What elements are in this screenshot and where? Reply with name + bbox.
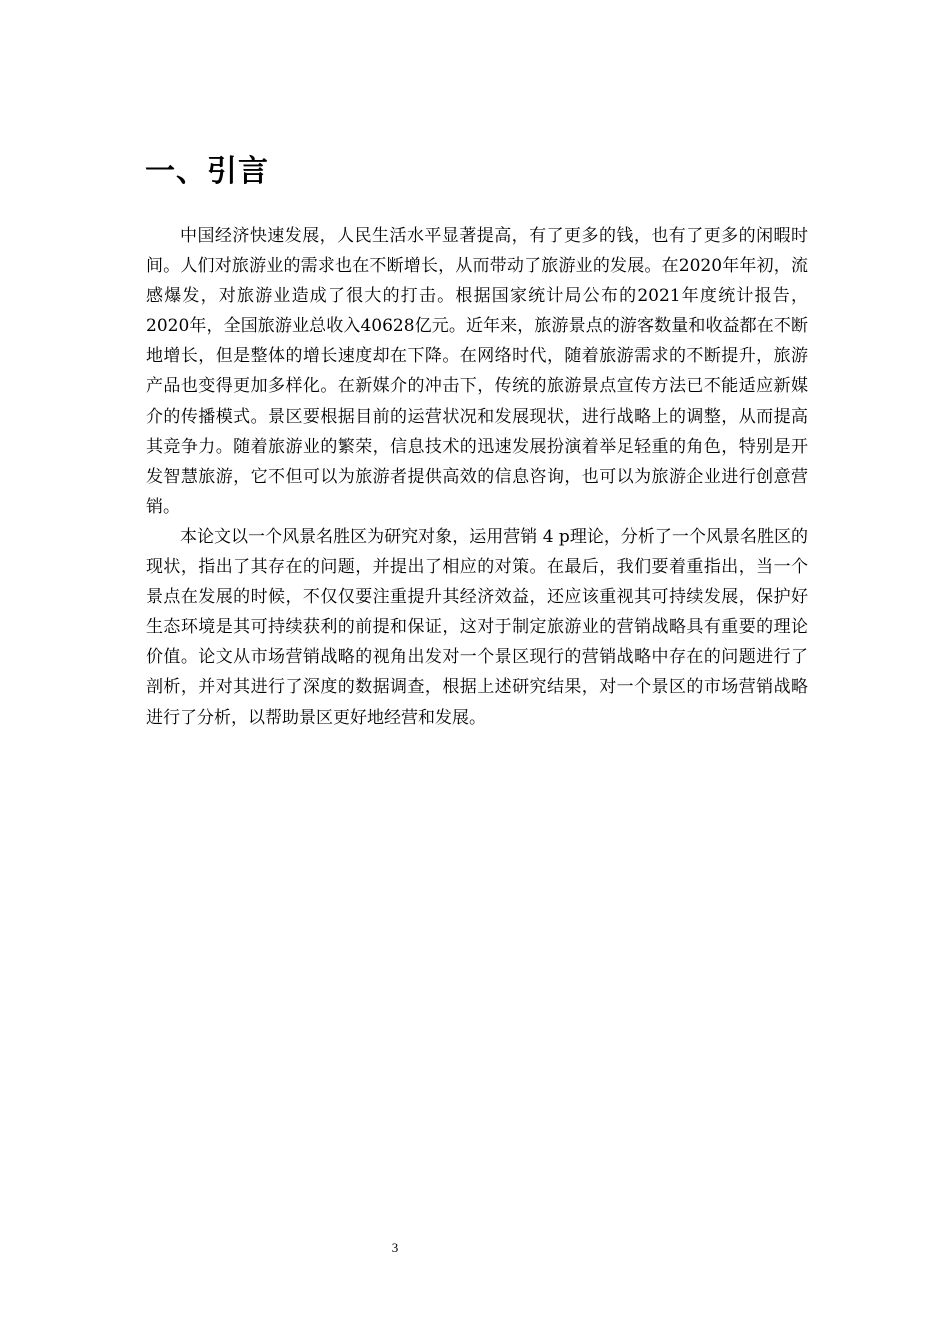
- paragraph-research: 本论文以一个风景名胜区为研究对象，运用营销 4 p理论，分析了一个风景名胜区的现状，指出了其存在的问题，并提出了相应的对策。在最后，我们要着重指出，当一个景点在发展的时候，不仅仅要注重提升其经济效益，还应该重视其可持续发展，保护好生态环境是其可持续获利的前提和保证，这对于制定旅游业的营销战略具有重要的理论价值。论文从市场营销战略的视角出发对一个景区现行的营销战略中存在的问题进行了剖析，并对其进行了深度的数据调查，根据上述研究结果，对一个景区的市场营销战略进行了分析，以帮助景区更好地经营和发展。: [146, 526, 808, 728]
- body-text: [146, 221, 808, 733]
- paragraph-intro: 中国经济快速发展，人民生活水平显著提高，有了更多的钱，也有了更多的闲暇时间。人们对旅游业的需求也在不断增长，从而带动了旅游业的发展。在2020年年初，流感爆发，对旅游业造成了很大的打击。根据国家统计局公布的2021年度统计报告，2020年，全国旅游业总收入40628亿元。近年来，旅游景点的游客数量和收益都在不断地增长，但是整体的增长速度却在下降。在网络时代，随着旅游需求的不断提升，旅游产品也变得更加多样化。在新媒介的冲击下，传统的旅游景点宣传方法已不能适应新媒介的传播模式。景区要根据目前的运营状况和发展现状，进行战略上的调整，从而提高其竞争力。随着旅游业的繁荣，信息技术的迅速发展扮演着举足轻重的角色，特别是开发智慧旅游，它不但可以为旅游者提供高效的信息咨询，也可以为旅游企业进行创意营销。: [146, 226, 808, 517]
- page-number: 3: [391, 1240, 399, 1255]
- section-heading: 一、引言: [145, 154, 269, 189]
